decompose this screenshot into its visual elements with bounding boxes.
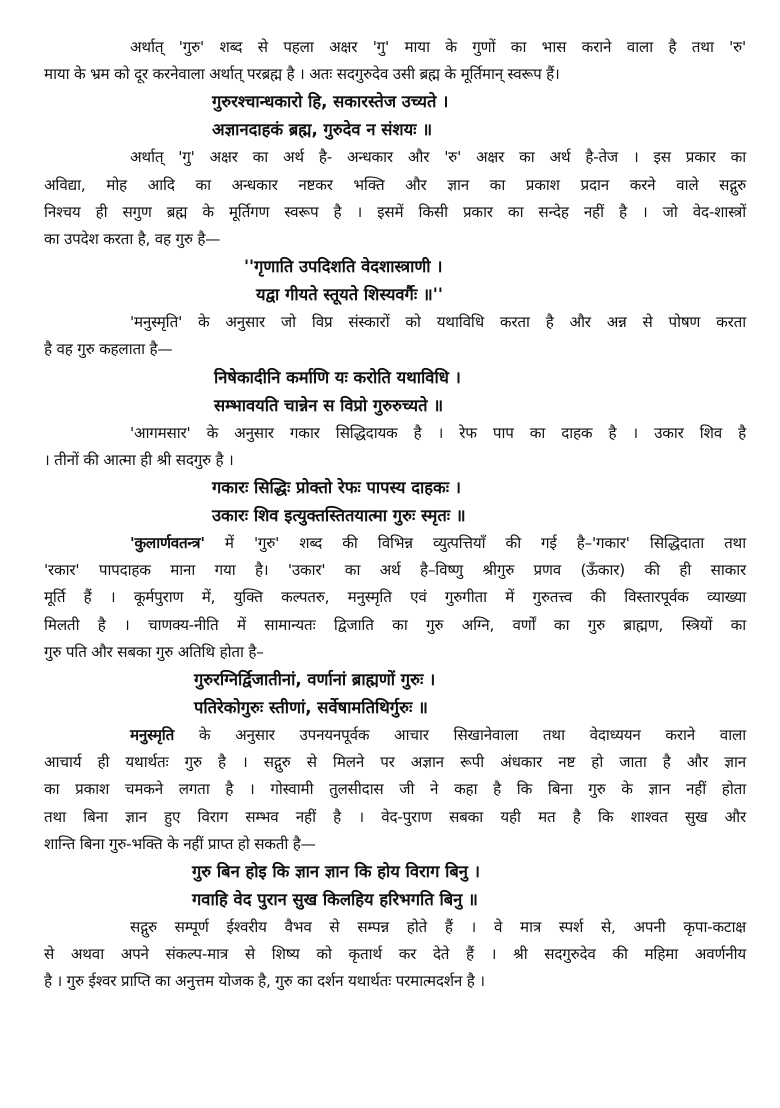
text-line: तथा बिना ज्ञान हुए विराग सम्भव नहीं है । वेद-पुराण सबका यही मत है कि शाश्वत सुख और	[44, 807, 746, 826]
verse-nishekadini	[44, 364, 746, 420]
paragraph-sadguru-vaibhav	[44, 914, 746, 996]
text-line: अर्थात् 'गुरु' शब्द से पहला अक्षर 'गु' माया के गुणों का भास कराने वाला है तथा 'रु'	[130, 38, 746, 56]
text-line: गुरु पति और सबका गुरु अतिथि होता है–	[44, 642, 264, 661]
paragraph-guru-meaning	[44, 34, 746, 88]
verse-line: ''गृणाति उपदिशति वेदशास्त्राणी ।	[244, 257, 443, 277]
paragraph-kularnavatantra	[44, 530, 746, 666]
text-segment: में 'गुरु' शब्द की विभिन्न व्युत्पत्तियाँ की गई है–'गकार' सिद्धिदाता तथा	[204, 534, 746, 553]
paragraph-agamasar	[44, 420, 746, 474]
verse-line: सम्भावयति चान्नेन स विप्रो गुरुरुच्यते ॥	[214, 395, 444, 415]
text-line: । तीनों की आत्मा ही श्री सदगुरु है ।	[44, 450, 234, 469]
text-line: 'आगमसार' के अनुसार गकार सिद्धिदायक है । रेफ पाप का दाहक है । उकार शिव है	[130, 423, 746, 442]
verse-line: गुरुरग्निर्द्विजातीनां, वर्णानां ब्राह्मणों गुरुः ।	[194, 670, 436, 690]
text-line: है । गुरु ईश्वर प्राप्ति का अनुत्तम योजक है, गुरु का दर्शन यथार्थतः परमात्मदर्शन है ।	[44, 972, 485, 991]
text-line: अर्थात् 'गु' अक्षर का अर्थ है- अन्धकार और 'रु' अक्षर का अर्थ है-तेज । इस प्रकार का	[130, 148, 746, 167]
text-line: माया के भ्रम को दूर करनेवाला अर्थात् परब्रह्म है । अतः सदगुरुदेव उसी ब्रह्म के मूर्तिमान् स्वरूप हैं।	[44, 65, 560, 84]
verse-line: गवाहि वेद पुरान सुख किलहिय हरिभगति बिनु ॥	[192, 890, 478, 910]
bold-term: 'कुलार्णवतन्त्र'	[130, 534, 205, 553]
text-line: शान्ति बिना गुरु-भक्ति के नहीं प्राप्त हो सकती है—	[44, 834, 316, 853]
book-page	[44, 34, 746, 996]
verse-line: गकारः सिद्धिः प्रोक्तो रेफः पापस्य दाहकः ।	[212, 478, 462, 498]
text-line: सद्गुरु सम्पूर्ण ईश्वरीय वैभव से सम्पन्न होते हैं । वे मात्र स्पर्श से, अपनी कृपा-कटाक्ष	[130, 918, 746, 937]
verse-guru-bin	[44, 858, 746, 914]
verse-line: अज्ञानदाहकं ब्रह्म, गुरुदेव न संशयः ॥	[212, 120, 433, 140]
verse-line: गुरुरश्चान्धकारो हि, सकारस्तेज उच्यते ।	[212, 92, 449, 112]
text-line: निश्चय ही सगुण ब्रह्म के मूर्तिगण स्वरूप है । इसमें किसी प्रकार का सन्देह नहीं है । जो वेद-शास्त्रों	[44, 202, 746, 221]
bold-term: मनुस्मृति	[130, 726, 175, 745]
text-line: का प्रकाश चमकने लगता है । गोस्वामी तुलसीदास जी ने कहा है कि बिना गुरु के ज्ञान नहीं होता	[44, 780, 746, 799]
verse-line: निषेकादीनि कर्माणि यः करोति यथाविधि ।	[214, 367, 461, 387]
verse-grinati	[44, 253, 746, 309]
paragraph-manusmriti	[44, 309, 746, 363]
verse-line: उकारः शिव इत्युक्तस्तितयात्मा गुरुः स्मृतः ॥	[212, 506, 466, 526]
text-line: अविद्या, मोह आदि का अन्धकार नष्टकर भक्ति और ज्ञान का प्रकाश प्रदान करने वाले सद्गुरु	[44, 175, 746, 194]
text-line	[44, 530, 746, 557]
text-line: 'रकार' पापदाहक माना गया है। 'उकार' का अर्थ है–विष्णु श्रीगुरु प्रणव (ऊँकार) की ही साकार	[44, 561, 746, 580]
verse-line: गुरु बिन होइ कि ज्ञान ज्ञान कि होय विराग बिनु ।	[192, 862, 480, 882]
text-line: से अथवा अपने संकल्प-मात्र से शिष्य को कृतार्थ कर देते हैं । श्री सदगुरुदेव की महिमा अवर्णनीय	[44, 945, 746, 964]
text-line: का उपदेश करता है, वह गुरु है—	[44, 230, 221, 249]
paragraph-gu-ru-explanation	[44, 144, 746, 253]
paragraph-manusmriti-upanayan	[44, 722, 746, 858]
verse-gururagnir	[44, 666, 746, 722]
verse-gakarah	[44, 474, 746, 530]
text-line: मूर्ति हैं । कूर्मपुराण में, युक्ति कल्पतरु, मनुस्मृति एवं गुरुगीता में गुरुतत्त्व की विस्तारपूर्वक व्याख्या	[44, 588, 746, 607]
text-line	[44, 722, 746, 749]
verse-line: पतिरेकोगुरुः स्तीणां, सर्वेषामतिथिर्गुरुः ॥	[194, 698, 428, 718]
text-segment: के अनुसार उपनयनपूर्वक आचार सिखानेवाला तथा वेदाध्ययन कराने वाला	[174, 726, 746, 745]
text-line: है वह गुरु कहलाता है—	[44, 340, 173, 359]
text-line: मिलती है । चाणक्य-नीति में सामान्यतः द्विजाति का गुरु अग्नि, वर्णों का गुरु ब्राह्मण, स्त्रियों का	[44, 615, 746, 634]
verse-gururashchandhakaro	[44, 88, 746, 144]
text-line: आचार्य ही यथार्थतः गुरु है । सद्गुरु से मिलने पर अज्ञान रूपी अंधकार नष्ट हो जाता है और ज्ञान	[44, 753, 746, 772]
verse-line: यद्वा गीयते स्तूयते शिस्यवर्गैः ॥''	[256, 285, 443, 305]
text-line: 'मनुस्मृति' के अनुसार जो विप्र संस्कारों को यथाविधि करता है और अन्न से पोषण करता	[130, 313, 746, 332]
